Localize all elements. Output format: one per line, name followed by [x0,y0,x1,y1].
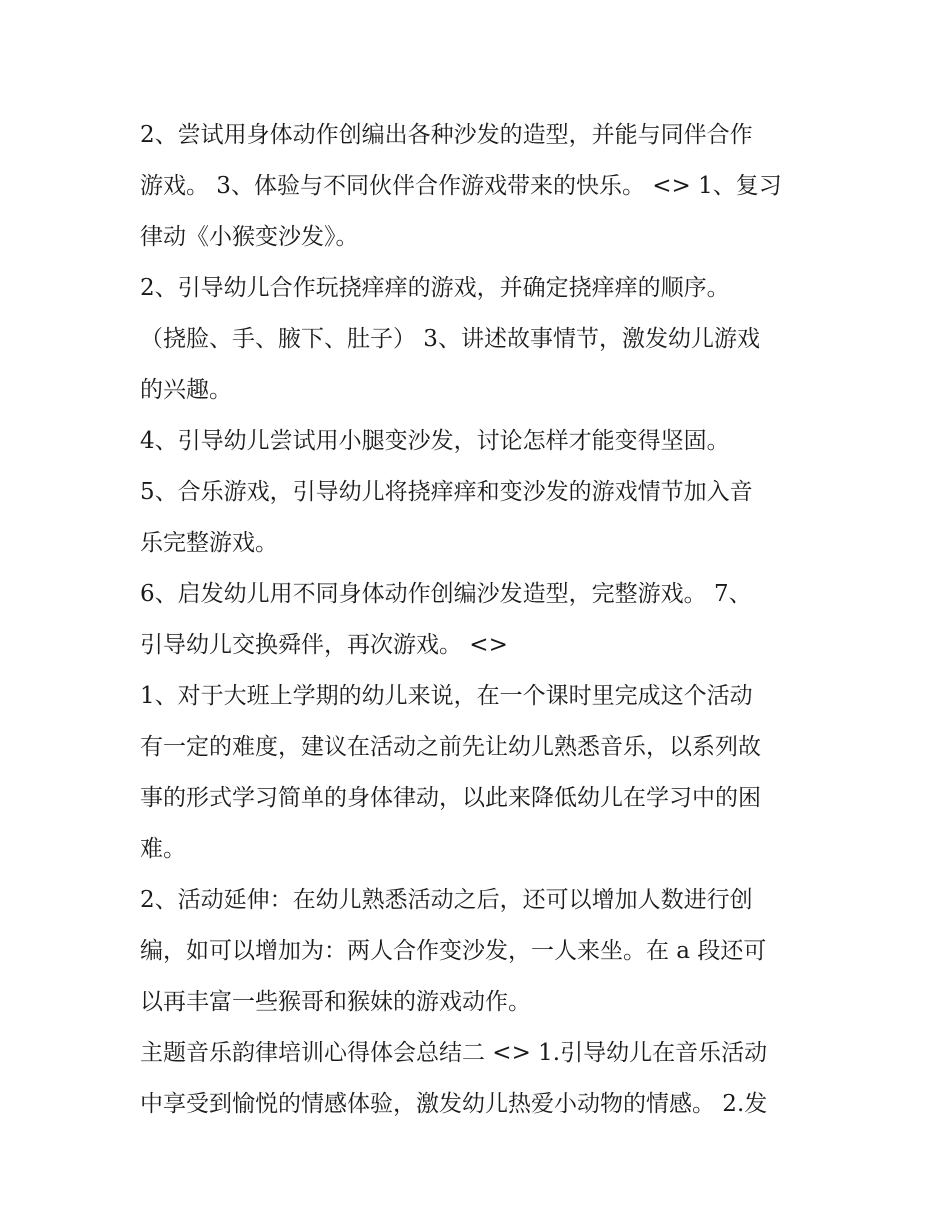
text-line: 5、合乐游戏，引导幼儿将挠痒痒和变沙发的游戏情节加入音 [140,479,753,505]
text-line: 2、尝试用身体动作创编出各种沙发的造型，并能与同伴合作 [140,122,753,148]
paragraph-reflection-2 [140,875,820,1028]
text-line: 的兴趣。 [140,377,232,403]
text-line: 6、启发幼儿用不同身体动作创编沙发造型，完整游戏。 7、 [140,581,752,607]
text-line: 难。 [140,836,186,862]
text-line: 4、引导幼儿尝试用小腿变沙发，讨论怎样才能变得坚固。 [140,428,730,454]
text-line: 2、活动延伸：在幼儿熟悉活动之后，还可以增加人数进行创 [140,887,753,913]
paragraph-step-6 [140,569,820,671]
paragraph-summary-two [140,1028,820,1130]
text-line: 乐完整游戏。 [140,530,278,556]
text-line: 游戏。 3、体验与不同伙伴合作游戏带来的快乐。 <> 1、复习 [140,173,782,199]
paragraph-objectives [140,110,820,263]
text-line: 1、对于大班上学期的幼儿来说，在一个课时里完成这个活动 [140,683,753,709]
document-body [140,110,820,1130]
paragraph-reflection-1 [140,671,820,875]
paragraph-step-5 [140,467,820,569]
text-line: 以再丰富一些猴哥和猴妹的游戏动作。 [140,989,531,1015]
text-line: 引导幼儿交换舜伴，再次游戏。 <> [140,632,508,658]
text-line: 有一定的难度，建议在活动之前先让幼儿熟悉音乐，以系列故 [140,734,761,760]
paragraph-step-2 [140,263,820,416]
text-line: 中享受到愉悦的情感体验，激发幼儿热爱小动物的情感。 2.发 [140,1091,768,1117]
text-line: 主题音乐韵律培训心得体会总结二 <> 1.引导幼儿在音乐活动 [140,1040,768,1066]
text-line: 2、引导幼儿合作玩挠痒痒的游戏，并确定挠痒痒的顺序。 [140,275,730,301]
text-line: 事的形式学习简单的身体律动，以此来降低幼儿在学习中的困 [140,785,761,811]
text-line: 律动《小猴变沙发》。 [140,224,359,250]
text-line: （挠脸、手、腋下、肚子） 3、讲述故事情节，激发幼儿游戏 [140,326,760,352]
text-line: 编，如可以增加为：两人合作变沙发，一人来坐。在 a 段还可 [140,938,767,964]
paragraph-step-4 [140,416,820,467]
